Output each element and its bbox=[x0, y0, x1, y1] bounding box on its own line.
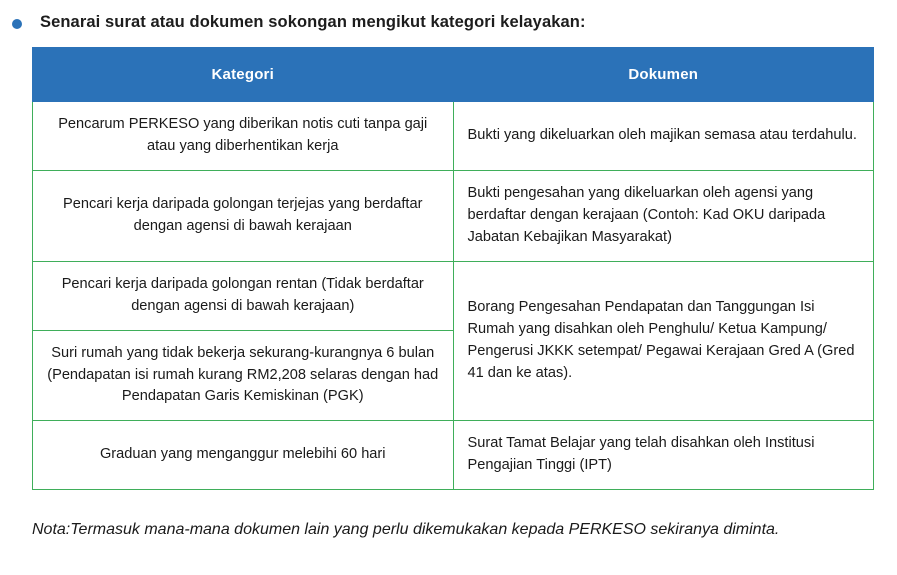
divider bbox=[32, 502, 874, 503]
cell-document: Surat Tamat Belajar yang telah disahkan oleh Institusi Pengajian Tinggi (IPT) bbox=[453, 421, 874, 490]
cell-category: Pencarum PERKESO yang diberikan notis cuti tanpa gaji atau yang diberhentikan kerja bbox=[33, 102, 454, 171]
eligibility-table bbox=[32, 47, 874, 490]
intro-heading: Senarai surat atau dokumen sokongan mengikut kategori kelayakan: bbox=[40, 13, 586, 31]
cell-document: Bukti pengesahan yang dikeluarkan oleh agensi yang berdaftar dengan kerajaan (Contoh: Kad OKU daripada Jabatan Kebajikan Masyarakat) bbox=[453, 171, 874, 262]
table-row bbox=[33, 261, 874, 330]
footnote: Nota:Termasuk mana-mana dokumen lain yang perlu dikemukakan kepada PERKESO sekiranya diminta. bbox=[32, 521, 780, 539]
cell-category: Pencari kerja daripada golongan terjejas yang berdaftar dengan agensi di bawah kerajaan bbox=[33, 171, 454, 262]
table-row bbox=[33, 421, 874, 490]
intro-bullet-row bbox=[0, 0, 897, 43]
table-row bbox=[33, 102, 874, 171]
bullet-dot-icon bbox=[12, 19, 22, 29]
eligibility-table-wrapper bbox=[32, 47, 874, 490]
cell-category: Suri rumah yang tidak bekerja sekurang-kurangnya 6 bulan (Pendapatan isi rumah kurang RM2,208 selaras dengan had Pendapatan Garis Kemiskinan (PGK) bbox=[33, 330, 454, 421]
cell-category: Graduan yang menganggur melebihi 60 hari bbox=[33, 421, 454, 490]
cell-document-merged: Borang Pengesahan Pendapatan dan Tanggungan Isi Rumah yang disahkan oleh Penghulu/ Ketua Kampung/ Pengerusi JKKK setempat/ Pegawai Kerajaan Gred A (Gred 41 dan ke atas). bbox=[453, 261, 874, 420]
cell-category: Pencari kerja daripada golongan rentan (Tidak berdaftar dengan agensi di bawah kerajaan) bbox=[33, 261, 454, 330]
table-header-row bbox=[33, 48, 874, 102]
column-header-kategori: Kategori bbox=[33, 48, 454, 102]
table-row bbox=[33, 171, 874, 262]
cell-document: Bukti yang dikeluarkan oleh majikan semasa atau terdahulu. bbox=[453, 102, 874, 171]
table-body bbox=[33, 102, 874, 490]
table-header bbox=[33, 48, 874, 102]
column-header-dokumen: Dokumen bbox=[453, 48, 874, 102]
